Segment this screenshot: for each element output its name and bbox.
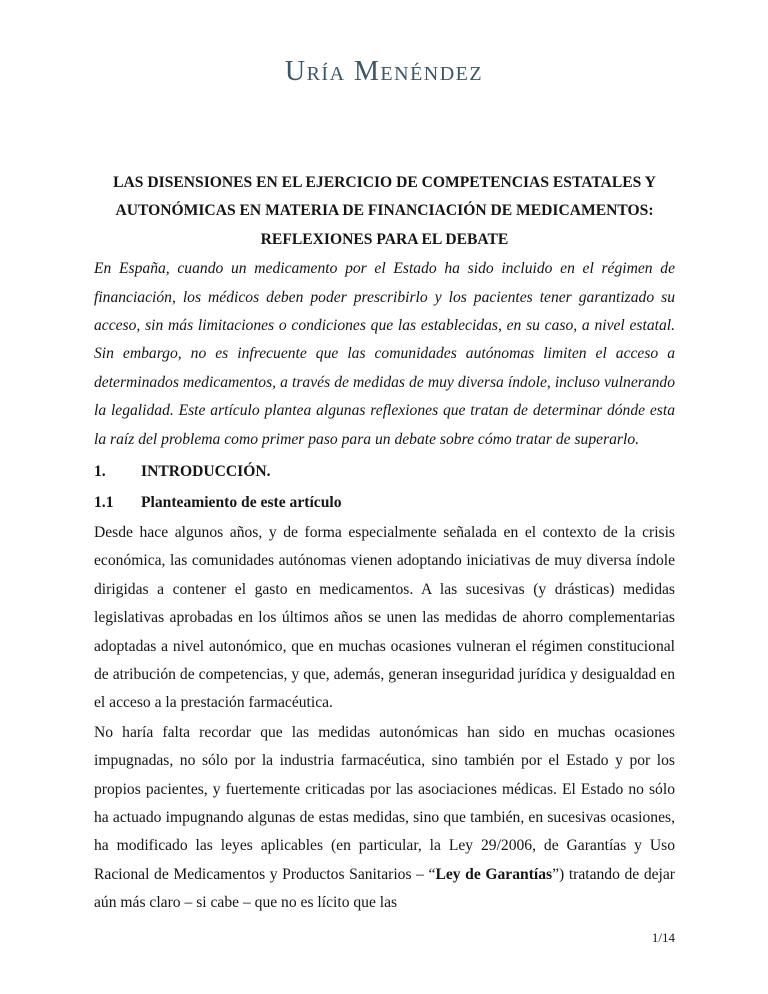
body-paragraph-1: Desde hace algunos años, y de forma especialmente señalada en el contexto de la crisis económica, las comunidades autónomas vienen adoptando iniciativas de muy diversa índole dirigidas a contener el gasto en medicamentos. A las sucesivas (y drásticas) medidas legislativas aprobadas en los últimos años se unen las medidas de ahorro complementarias adoptadas a nivel autonómico, que en muchas ocasiones vulneran el régimen constitucional de atribución de competencias, y que, además, generan inseguridad jurídica y desigualdad en el acceso a la prestación farmacéutica. <box>94 523 675 712</box>
section-1-1-number: 1.1 <box>94 494 114 512</box>
section-heading-1 <box>94 458 675 486</box>
document-content <box>94 169 675 919</box>
body-paragraph-2-text-continued: ”) tratando de dejar aún más claro – si cabe – que no es lícito que las <box>94 865 675 912</box>
body-paragraph-2 <box>94 719 675 918</box>
section-heading-1-1 <box>94 489 675 517</box>
section-1-title: INTRODUCCIÓN. <box>141 463 271 481</box>
section-1-number: 1. <box>94 463 106 481</box>
article-title-line-1: LAS DISENSIONES EN EL EJERCICIO DE COMPETENCIAS ESTATALES Y <box>113 174 656 191</box>
page-number: 1/14 <box>651 930 675 945</box>
section-1-1-title: Planteamiento de este artículo <box>141 494 342 512</box>
article-title <box>94 169 675 254</box>
uria-menendez-logo: Uría Menéndez <box>284 56 484 87</box>
body-paragraph-2-text: No haría falta recordar que las medidas autonómicas han sido en muchas ocasiones impugnadas, no sólo por la industria farmacéutica, sino también por el Estado y por los propios pacientes, y fuertemente criticadas por las asociaciones médicas. El Estado no sólo ha actuado impugnando algunas de estas medidas, sino que también, en sucesivas ocasiones, ha modificado las leyes aplicables (en particular, la Ley 29/2006, de Garantías y Uso Racional de Medicamentos y Productos Sanitarios – “ <box>94 723 675 883</box>
abstract-paragraph: En España, cuando un medicamento por el Estado ha sido incluido en el régimen de financiación, los médicos deben poder prescribirlo y los pacientes tener garantizado su acceso, sin más limitaciones o condiciones que las establecidas, en su caso, a nivel estatal. Sin embargo, no es infrecuente que las comunidades autónomas limiten el acceso a determinados medicamentos, a través de medidas de muy diversa índole, incluso vulnerando la legalidad. Este artículo plantea algunas reflexiones que tratan de determinar dónde esta la raíz del problema como primer paso para un debate sobre cómo tratar de superarlo. <box>94 260 675 448</box>
article-title-line-2: AUTONÓMICAS EN MATERIA DE FINANCIACIÓN DE MEDICAMENTOS: <box>115 202 654 220</box>
ley-de-garantias-bold-text: Ley de Garantías <box>435 865 553 883</box>
article-title-line-3: REFLEXIONES PARA EL DEBATE <box>260 230 509 248</box>
